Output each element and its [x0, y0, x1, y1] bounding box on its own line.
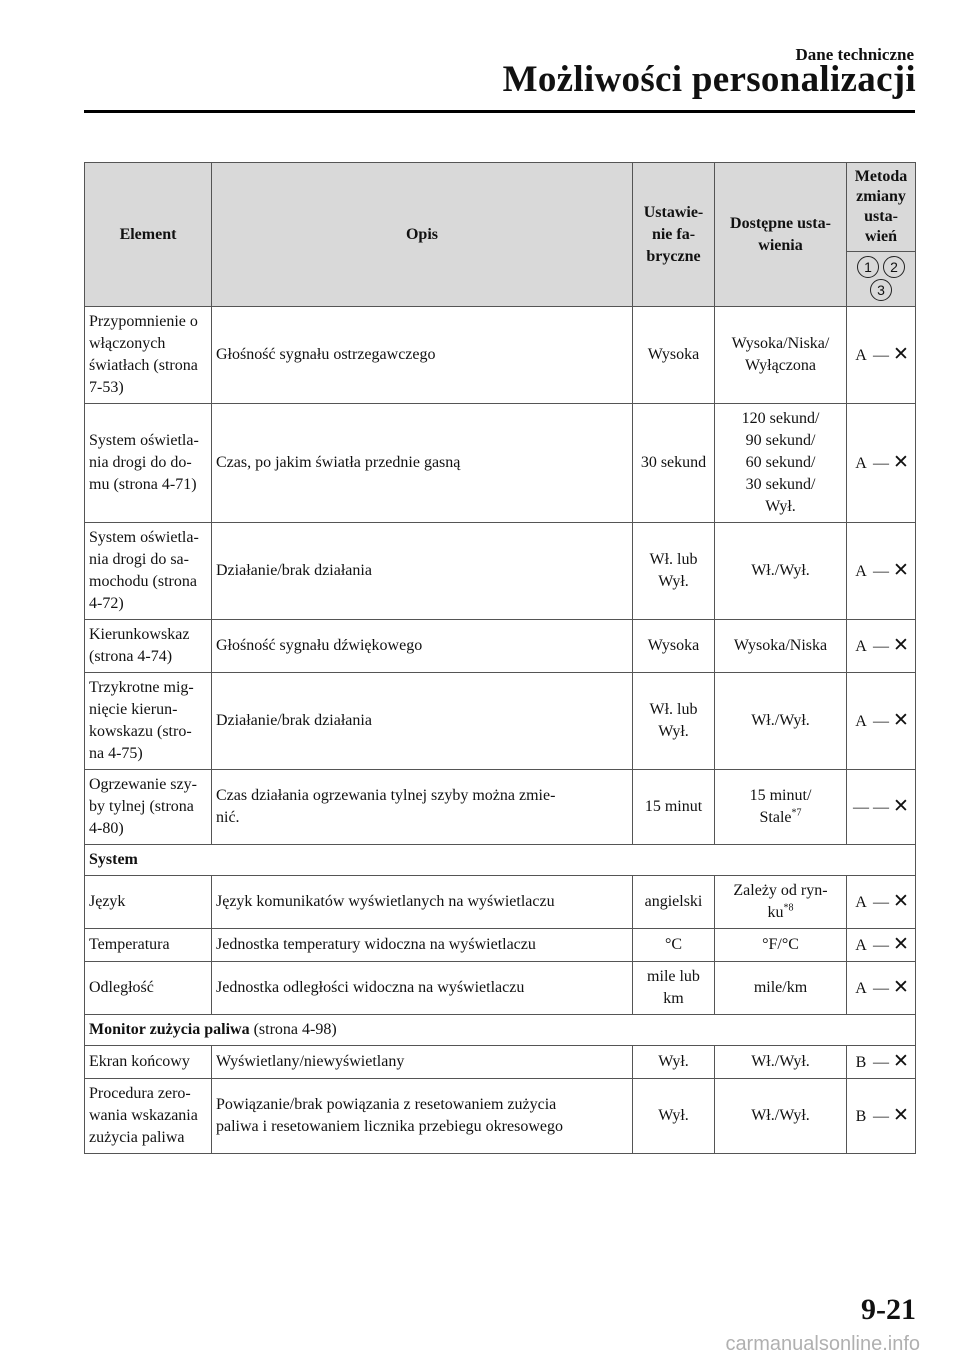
- cell-description: [212, 962, 633, 1015]
- cell-element-text: System oświetla- nia drogi do do- mu (strona 4-71): [89, 432, 199, 493]
- cell-element: [85, 1046, 212, 1079]
- cell-element-text: Ogrzewanie szy- by tylnej (strona 4-80): [89, 776, 197, 837]
- method-1-value: A: [855, 980, 867, 997]
- method-2-value: —: [873, 455, 889, 472]
- method-2-value: —: [873, 347, 889, 364]
- method-2-value: —: [873, 638, 889, 655]
- cell-description: [212, 1079, 633, 1154]
- cell-element: [85, 1079, 212, 1154]
- cell-description-text: Jednostka odległości widoczna na wyświetlaczu: [216, 979, 525, 996]
- cell-default-text: °C: [664, 936, 683, 953]
- cell-available: [715, 929, 847, 962]
- col-header-description: Opis: [212, 163, 633, 307]
- method-1-value: A: [855, 455, 867, 472]
- cell-element: [85, 523, 212, 620]
- method-cell: [847, 620, 916, 673]
- table-row: [85, 673, 916, 770]
- method-1-value: A: [855, 638, 867, 655]
- table-row: [85, 876, 916, 929]
- cell-description-text: Czas działania ogrzewania tylnej szyby można zmie- nić.: [216, 787, 556, 826]
- method-2-value: —: [873, 1108, 889, 1125]
- cell-element-text: Język: [89, 893, 126, 910]
- unavailable-icon: ✕: [893, 1050, 909, 1072]
- cell-description-text: Jednostka temperatury widoczna na wyświetlaczu: [216, 936, 536, 953]
- footnote-ref: *7: [791, 807, 802, 819]
- section-fuel-monitor-reference: (strona 4-98): [253, 1021, 337, 1038]
- cell-description: [212, 876, 633, 929]
- section-system: [85, 845, 916, 876]
- method-1-value: A: [855, 894, 867, 911]
- cell-element-text: Temperatura: [89, 936, 170, 953]
- cell-available-text: Wł./Wył.: [751, 1053, 810, 1070]
- cell-available-text: Wł./Wył.: [751, 562, 810, 579]
- method-2-value: —: [873, 563, 889, 580]
- cell-default: [633, 1046, 715, 1079]
- cell-default: [633, 876, 715, 929]
- cell-available: [715, 523, 847, 620]
- cell-default-text: Wysoka: [647, 346, 700, 363]
- cell-available-text: Wł./Wył.: [751, 712, 810, 729]
- cell-description-text: Czas, po jakim światła przednie gasną: [216, 454, 461, 471]
- cell-description: [212, 523, 633, 620]
- cell-element-text: Przypomnienie o włączonych światłach (strona 7-53): [89, 313, 198, 396]
- table-row: [85, 962, 916, 1015]
- cell-available: [715, 962, 847, 1015]
- cell-element: [85, 929, 212, 962]
- cell-element-text: Procedura zero- wania wskazania zużycia paliwa: [89, 1085, 198, 1146]
- cell-available: [715, 1046, 847, 1079]
- cell-element: [85, 404, 212, 523]
- table-row: [85, 1079, 916, 1154]
- cell-default: [633, 404, 715, 523]
- cell-element-text: Kierunkowskaz (strona 4-74): [89, 626, 190, 665]
- cell-description-text: Działanie/brak działania: [216, 712, 372, 729]
- cell-default: [633, 1079, 715, 1154]
- section-fuel-monitor-cell: [85, 1015, 916, 1046]
- method-2-icon: 2: [883, 256, 905, 278]
- cell-element: [85, 620, 212, 673]
- method-2-value: —: [873, 937, 889, 954]
- method-1-value: B: [855, 1054, 867, 1071]
- cell-available: [715, 404, 847, 523]
- cell-default: [633, 523, 715, 620]
- cell-element: [85, 962, 212, 1015]
- cell-description-text: Język komunikatów wyświetlanych na wyświetlaczu: [216, 893, 555, 910]
- table-row: [85, 770, 916, 845]
- cell-default: [633, 770, 715, 845]
- cell-default-text: Wysoka: [647, 637, 700, 654]
- method-cell: [847, 404, 916, 523]
- cell-element-text: Odległość: [89, 979, 154, 996]
- cell-default-text: Wył.: [658, 1053, 689, 1070]
- cell-available-text: Zależy od ryn- ku: [733, 882, 828, 921]
- cell-default-text: Wł. lub Wył.: [649, 701, 698, 740]
- cell-element: [85, 307, 212, 404]
- section-fuel-monitor-title: Monitor zużycia paliwa: [89, 1021, 250, 1038]
- page-number: 9-21: [861, 1293, 916, 1326]
- method-1-value: A: [855, 347, 867, 364]
- cell-available: [715, 307, 847, 404]
- method-2-value: —: [873, 1054, 889, 1071]
- unavailable-icon: ✕: [893, 343, 909, 365]
- method-1-value: B: [855, 1108, 867, 1125]
- unavailable-icon: ✕: [893, 933, 909, 955]
- cell-default: [633, 962, 715, 1015]
- col-header-default: Ustawie- nie fa- bryczne: [633, 163, 715, 307]
- cell-default-text: 15 minut: [644, 798, 703, 815]
- method-2-value: —: [873, 980, 889, 997]
- method-icons: [847, 252, 916, 307]
- method-cell: [847, 770, 916, 845]
- method-cell: [847, 673, 916, 770]
- cell-default: [633, 929, 715, 962]
- unavailable-icon: ✕: [893, 1104, 909, 1126]
- cell-default-text: Wył.: [658, 1107, 689, 1124]
- method-cell: [847, 523, 916, 620]
- cell-available-text: Wysoka/Niska/ Wyłączona: [731, 335, 830, 374]
- unavailable-icon: ✕: [893, 890, 909, 912]
- table-row: [85, 307, 916, 404]
- col-header-method: Metoda zmiany usta- wień: [847, 163, 916, 252]
- unavailable-icon: ✕: [893, 795, 909, 817]
- cell-available-text: Wysoka/Niska: [733, 637, 828, 654]
- unavailable-icon: ✕: [893, 451, 909, 473]
- cell-default-text: mile lub km: [647, 968, 700, 1007]
- cell-description: [212, 1046, 633, 1079]
- table-row: [85, 620, 916, 673]
- cell-description: [212, 307, 633, 404]
- unavailable-icon: ✕: [893, 709, 909, 731]
- unavailable-icon: ✕: [893, 634, 909, 656]
- cell-available-text: °F/°C: [762, 936, 799, 953]
- cell-description-text: Głośność sygnału ostrzegawczego: [216, 346, 436, 363]
- unavailable-icon: ✕: [893, 559, 909, 581]
- method-2-value: —: [873, 713, 889, 730]
- method-3-icon: 3: [870, 279, 892, 301]
- col-header-element: Element: [85, 163, 212, 307]
- cell-available: [715, 620, 847, 673]
- cell-available-text: Wł./Wył.: [751, 1107, 810, 1124]
- cell-available-text: 120 sekund/ 90 sekund/ 60 sekund/ 30 sekund/ Wył.: [741, 410, 820, 515]
- table-row: [85, 1046, 916, 1079]
- cell-description: [212, 620, 633, 673]
- cell-description: [212, 673, 633, 770]
- cell-default: [633, 673, 715, 770]
- cell-element: [85, 876, 212, 929]
- cell-default-text: angielski: [644, 893, 703, 910]
- cell-element-text: Ekran końcowy: [89, 1053, 190, 1070]
- cell-description-text: Głośność sygnału dźwiękowego: [216, 637, 423, 654]
- cell-description: [212, 929, 633, 962]
- section-fuel-monitor: [85, 1015, 916, 1046]
- customization-table: [84, 162, 916, 1154]
- cell-available-text: mile/km: [753, 979, 808, 996]
- cell-element-text: System oświetla- nia drogi do sa- mochodu (strona 4-72): [89, 529, 199, 612]
- cell-element: [85, 673, 212, 770]
- cell-default: [633, 307, 715, 404]
- cell-description: [212, 404, 633, 523]
- method-1-icon: 1: [857, 256, 879, 278]
- method-cell: [847, 307, 916, 404]
- cell-default-text: 30 sekund: [640, 454, 707, 471]
- table-row: [85, 404, 916, 523]
- method-2-value: —: [873, 894, 889, 911]
- method-1-value: A: [855, 713, 867, 730]
- footnote-ref: *8: [783, 902, 794, 914]
- cell-description: [212, 770, 633, 845]
- col-header-available: Dostępne usta- wienia: [715, 163, 847, 307]
- header-rule: [84, 110, 915, 113]
- method-cell: [847, 876, 916, 929]
- method-1-value: A: [855, 563, 867, 580]
- table-row: [85, 523, 916, 620]
- cell-available: [715, 876, 847, 929]
- method-1-value: —: [853, 799, 869, 816]
- method-cell: [847, 1046, 916, 1079]
- cell-default: [633, 620, 715, 673]
- cell-element: [85, 770, 212, 845]
- method-cell: [847, 929, 916, 962]
- section-label: Dane techniczne: [795, 45, 914, 64]
- unavailable-icon: ✕: [893, 976, 909, 998]
- table-row: [85, 929, 916, 962]
- section-system-title: System: [89, 851, 138, 868]
- cell-available-text: 15 minut/ Stale: [749, 787, 812, 826]
- cell-description-text: Wyświetlany/niewyświetlany: [216, 1053, 405, 1070]
- cell-available: [715, 1079, 847, 1154]
- method-1-value: A: [855, 937, 867, 954]
- method-cell: [847, 1079, 916, 1154]
- cell-available: [715, 770, 847, 845]
- page-title: Możliwości personalizacji: [502, 59, 916, 100]
- cell-description-text: Działanie/brak działania: [216, 562, 372, 579]
- cell-description-text: Powiązanie/brak powiązania z resetowaniem zużycia paliwa i resetowaniem licznika przebiegu okresowego: [216, 1096, 563, 1135]
- cell-default-text: Wł. lub Wył.: [649, 551, 698, 590]
- cell-available: [715, 673, 847, 770]
- method-2-value: —: [873, 799, 889, 816]
- method-cell: [847, 962, 916, 1015]
- section-system-cell: [85, 845, 916, 876]
- cell-element-text: Trzykrotne mig- nięcie kierun- kowskazu (stro- na 4-75): [89, 679, 194, 762]
- watermark: carmanualsonline.info: [725, 1333, 920, 1355]
